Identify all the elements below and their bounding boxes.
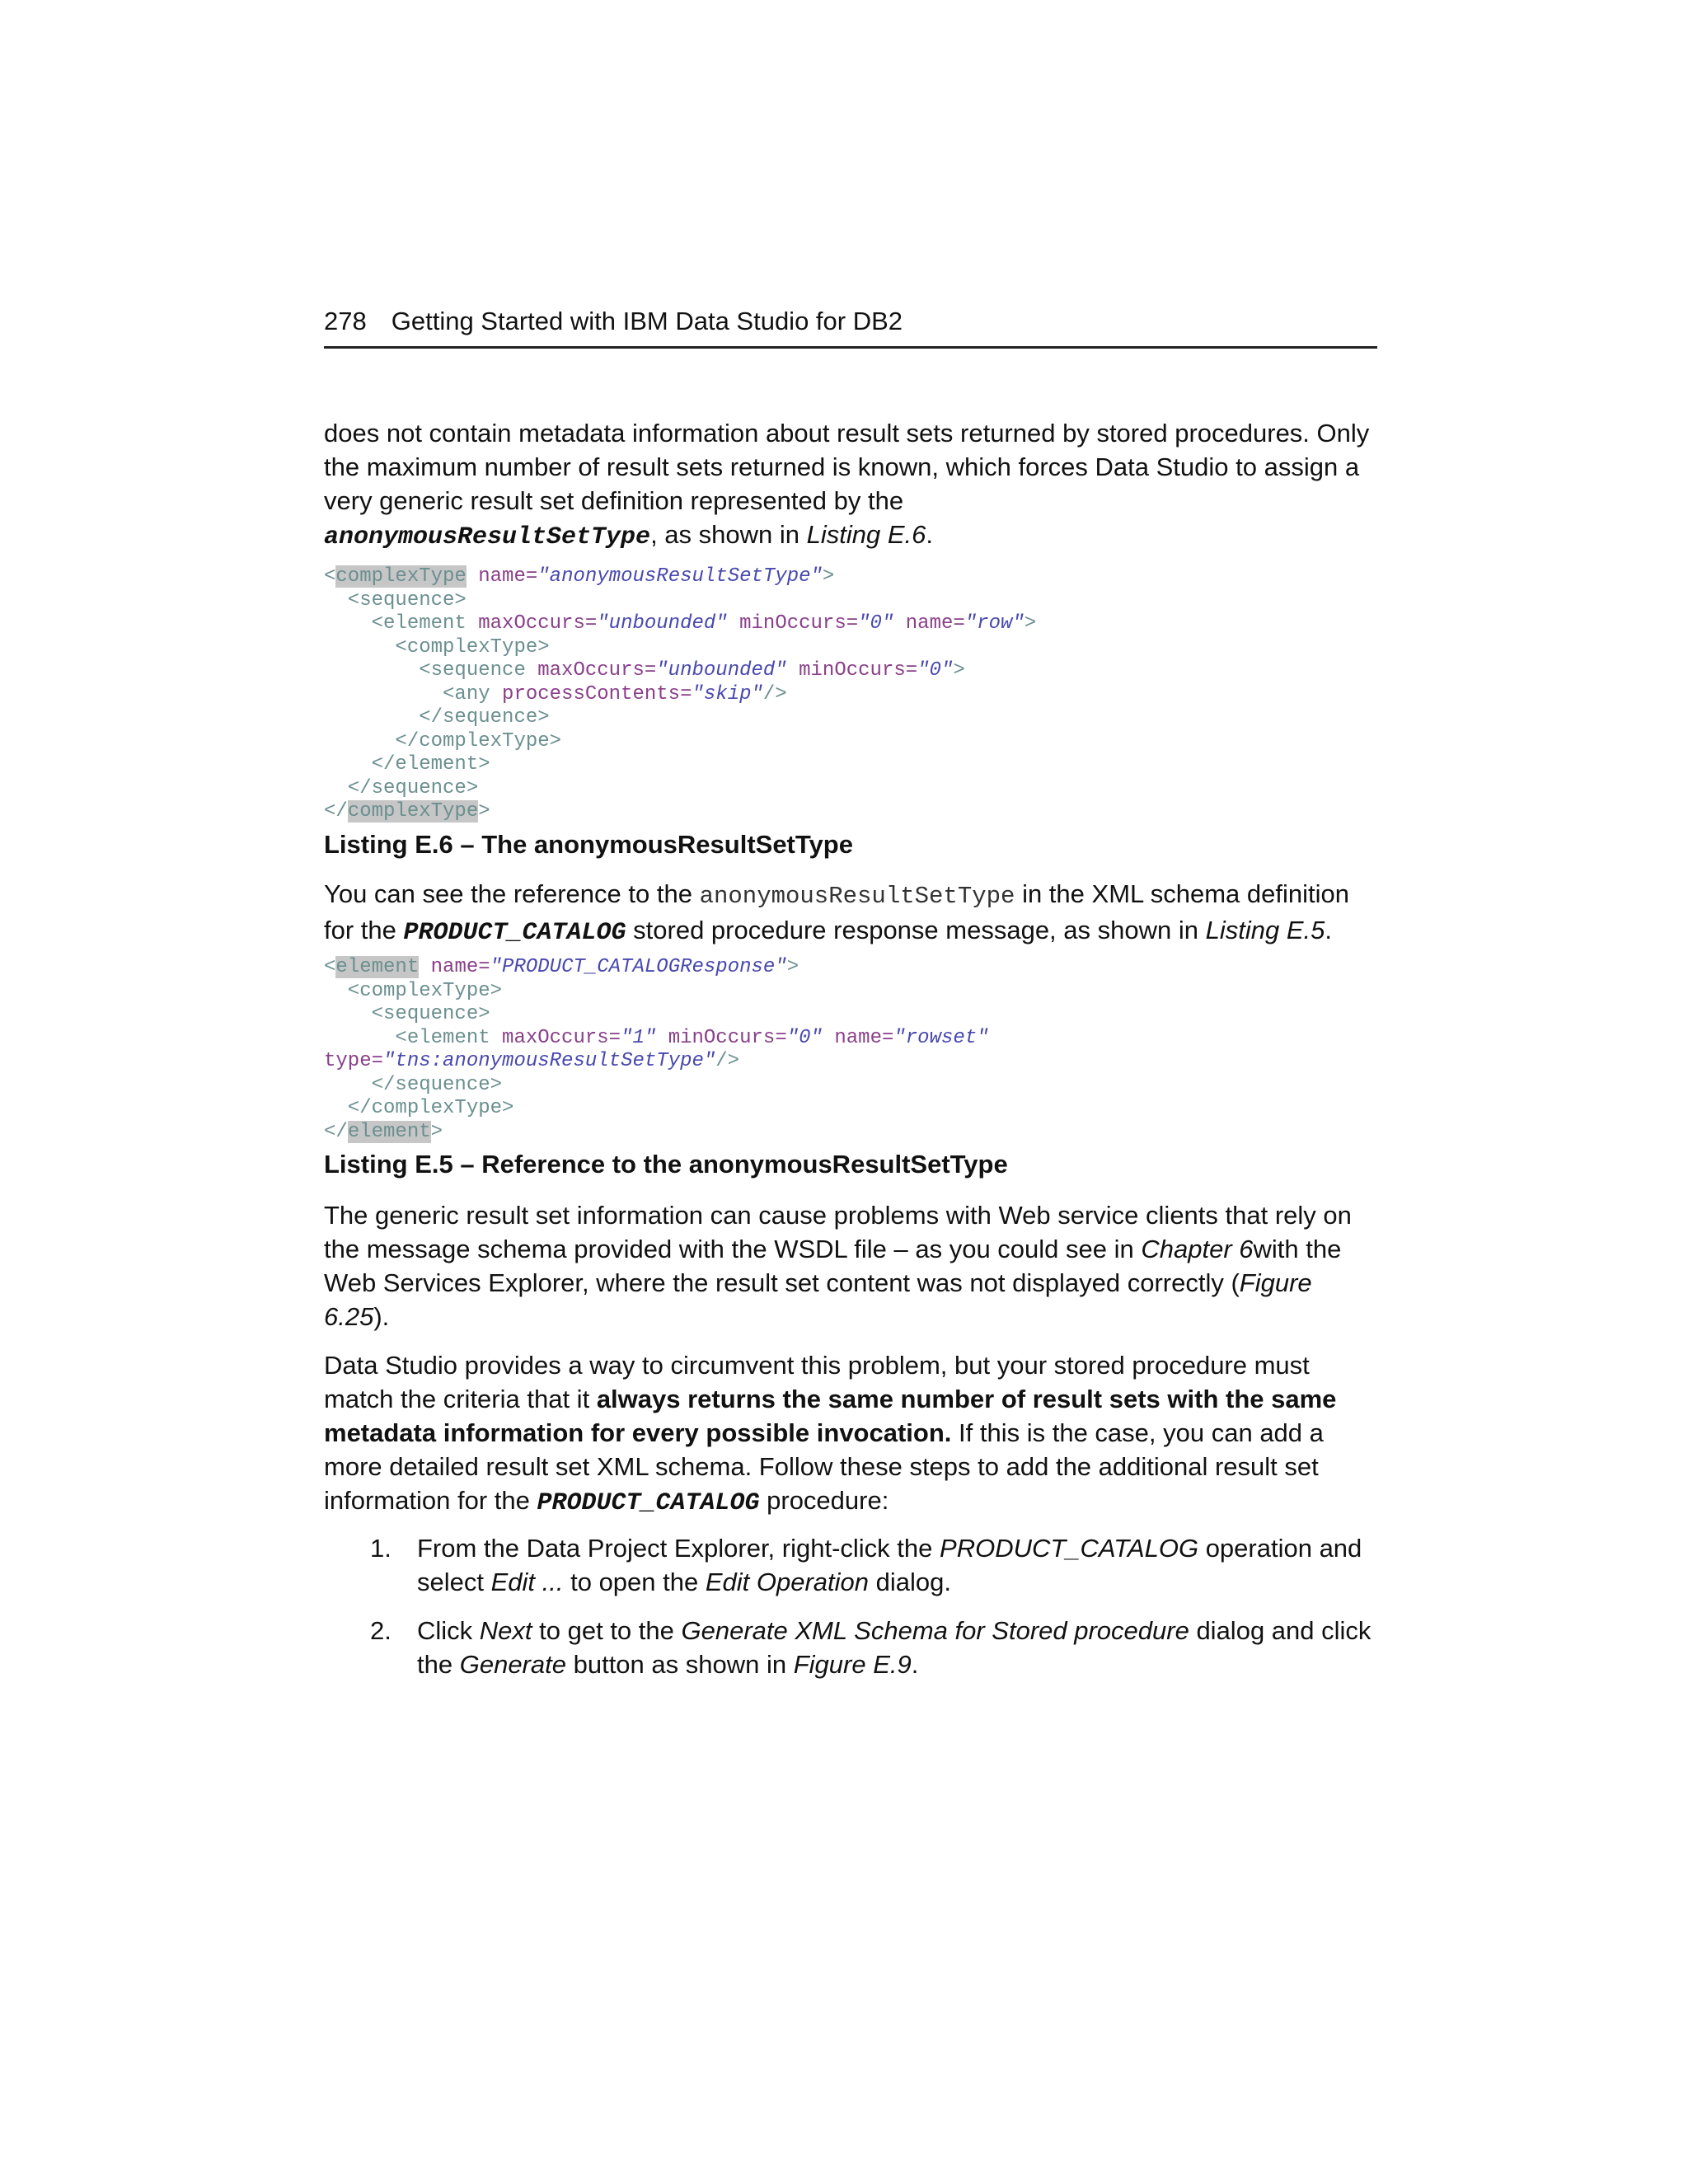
code-block: <complexType name="anonymousResultSetType"> <sequence> <element maxOccurs="unbounded" minOccurs="0" name="row"> <complexType> <sequence maxOccurs="unbounded" minOccurs="0"> <any processContents="skip"/> </sequence> </complexType> </element> </sequence> </complexType> (324, 565, 1037, 823)
book-title: Getting Started with IBM Data Studio for DB2 (391, 307, 903, 335)
inline-code: anonymousResultSetType (699, 883, 1015, 910)
listing-reference: Listing E.6 (806, 520, 926, 549)
identifier: PRODUCT_CATALOG (537, 1489, 760, 1517)
step-text: dialog. (869, 1568, 951, 1596)
figure-reference: Figure 6.25 (324, 1268, 1312, 1331)
step-text: Click (417, 1616, 480, 1645)
identifier: PRODUCT_CATALOG (403, 919, 626, 947)
figure-reference: Figure E.9 (793, 1650, 912, 1679)
paragraph-intro (324, 416, 1377, 555)
list-item (324, 1614, 1377, 1681)
step-text: to open the (563, 1568, 706, 1596)
step-number: 1. (370, 1534, 392, 1563)
paragraph-reference (324, 877, 1377, 950)
step-text: button as shown in (565, 1650, 794, 1679)
ui-reference: Generate XML Schema for Stored procedure (681, 1616, 1189, 1645)
listing-reference: Listing E.5 (1205, 916, 1325, 944)
paragraph-text: , as shown in (650, 520, 807, 549)
paragraph-text: You can see the reference to the (324, 879, 700, 908)
step-number: 2. (370, 1616, 392, 1645)
ui-reference: Next (479, 1616, 532, 1645)
emphasis-text: always returns the same number of result sets with the same metadata information for every possible invocation. (324, 1385, 1337, 1447)
ui-reference: Generate (459, 1650, 566, 1679)
step-text: operation and select (417, 1534, 1362, 1596)
paragraph-text: If this is the case, you can add a more detailed result set XML schema. Follow these steps to add the additional result set information for the (324, 1418, 1324, 1515)
paragraph-text: stored procedure response message, as shown in (626, 916, 1206, 944)
list-item (324, 1531, 1377, 1599)
page-number: 278 (324, 307, 367, 335)
chapter-reference: Chapter 6 (1141, 1235, 1254, 1263)
paragraph-text: . (1325, 916, 1332, 944)
step-text: dialog and click the (417, 1616, 1372, 1679)
running-header (324, 305, 1377, 349)
paragraph-text: The generic result set information can cause problems with Web service clients that rely on the message schema provided with the WSDL file – as you could see in (324, 1201, 1352, 1263)
paragraph-text: with the Web Services Explorer, where the result set content was not displayed correctly ( (324, 1235, 1342, 1297)
listing-caption: Listing E.5 – Reference to the anonymousResultSetType (324, 1150, 1008, 1179)
paragraph-solution (324, 1348, 1377, 1521)
paragraph-text: ). (373, 1302, 390, 1331)
ui-reference: Edit Operation (705, 1568, 870, 1596)
paragraph-generic-problem (324, 1198, 1377, 1333)
steps-list (324, 1531, 1377, 1681)
ui-reference: Edit ... (490, 1568, 564, 1596)
code-listing-e6 (324, 565, 1377, 861)
step-text: . (911, 1650, 919, 1679)
paragraph-text: procedure: (759, 1486, 889, 1515)
step-text: to get to the (532, 1616, 682, 1645)
code-listing-e5 (324, 956, 1377, 1181)
identifier: anonymousResultSetType (324, 523, 651, 551)
code-block: <element name="PRODUCT_CATALOGResponse"> <complexType> <sequence> <element maxOccurs="1" minOccurs="0" name="rowset" type="tns:anonymousResultSetType"/> </sequence> </complexType> </element> (324, 956, 989, 1143)
listing-caption: Listing E.6 – The anonymousResultSetType (324, 829, 853, 859)
paragraph-text: . (926, 520, 934, 549)
step-text: From the Data Project Explorer, right-click the (417, 1534, 940, 1563)
paragraph-text: does not contain metadata information about result sets returned by stored procedures. Only the maximum number of result sets returned is known, which forces Data Studio to assign a very generic result set definition represented by the (324, 419, 1370, 515)
paragraph-text: in the XML schema definition for the (324, 879, 1349, 944)
paragraph-text: Data Studio provides a way to circumvent this problem, but your stored procedure must match the criteria that it (324, 1351, 1310, 1413)
page (324, 305, 1377, 349)
ui-reference: PRODUCT_CATALOG (940, 1534, 1199, 1563)
